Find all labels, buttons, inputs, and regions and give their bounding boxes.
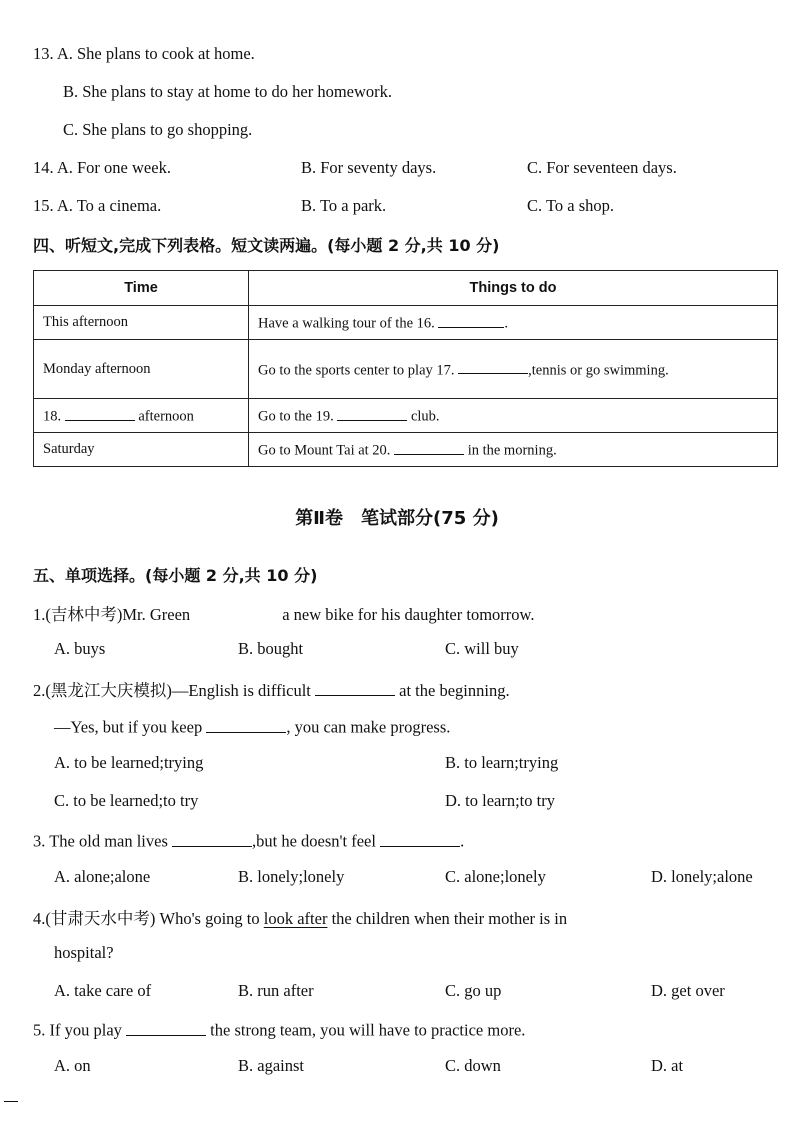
q4-option-b: B. run after — [238, 981, 314, 1000]
q2-option-a: A. to be learned;trying — [54, 753, 204, 772]
question-1-stem — [33, 601, 535, 625]
q13-option-c: C. She plans to go shopping. — [63, 120, 253, 139]
table-header-things: Things to do — [249, 271, 778, 306]
q5-option-d: D. at — [651, 1056, 684, 1075]
question-4-stem — [33, 905, 567, 929]
section5-heading: 五、单项选择。(每小题 2 分,共 10 分) — [33, 566, 318, 585]
q1-option-a: A. buys — [54, 639, 106, 658]
task-text: Go to the sports center to play 17. — [258, 362, 455, 379]
question-3-text-end: . — [460, 831, 465, 851]
q1-option-c: C. will buy — [445, 639, 519, 658]
q1-option-b: B. bought — [238, 639, 304, 658]
q2-option-b: B. to learn;trying — [445, 753, 559, 772]
task-text: Go to the 19. — [258, 408, 334, 425]
answer-blank-q3a[interactable] — [172, 829, 252, 847]
time-cell — [34, 306, 249, 340]
q2-option-d: D. to learn;to try — [445, 791, 555, 810]
table-header-row — [34, 271, 778, 306]
task-cell — [249, 340, 778, 399]
question-2-line2 — [54, 715, 450, 738]
question-1-text: 1.(吉林中考)Mr. Green — [33, 605, 191, 624]
time-text: Saturday — [43, 441, 95, 457]
answer-blank-17[interactable] — [458, 359, 528, 375]
time-cell — [34, 433, 249, 467]
section4-heading: 四、听短文,完成下列表格。短文读两遍。(每小题 2 分,共 10 分) — [33, 236, 500, 255]
question-3-text: 3. The old man lives — [33, 831, 168, 851]
time-cell — [34, 399, 249, 433]
question-3-stem — [33, 829, 464, 852]
task-text: Go to Mount Tai at 20. — [258, 442, 391, 459]
table-header-time: Time — [34, 271, 249, 306]
question-2-text: 2.(黑龙江大庆模拟)—English is difficult — [33, 681, 311, 700]
q5-option-a: A. on — [54, 1056, 91, 1075]
answer-blank-16[interactable] — [438, 312, 504, 328]
table-row — [34, 433, 778, 467]
page-footer-dash — [4, 1101, 18, 1102]
question-2-stem — [33, 677, 510, 701]
task-cell — [249, 399, 778, 433]
q5-option-c: C. down — [445, 1056, 501, 1075]
time-cell — [34, 340, 249, 399]
task-text-end: club. — [410, 408, 440, 425]
task-text-end: in the morning. — [467, 442, 557, 459]
schedule-table — [33, 270, 778, 467]
question-4-text-end: the children when their mother is in — [331, 909, 568, 928]
q5-option-b: B. against — [238, 1056, 304, 1075]
q15-option-c: C. To a shop. — [527, 196, 615, 215]
task-text: Have a walking tour of the 16. — [258, 315, 435, 332]
answer-blank-20[interactable] — [394, 439, 464, 455]
time-text: This afternoon — [43, 314, 128, 330]
question-5-text-end: the strong team, you will have to practice more. — [210, 1020, 526, 1040]
question-2-reply-end: , you can make progress. — [286, 717, 451, 737]
table-row — [34, 306, 778, 340]
q13-option-a: 13. A. She plans to cook at home. — [33, 44, 255, 63]
question-4-text: 4.(甘肃天水中考) Who's going to — [33, 909, 260, 928]
answer-blank-q2b[interactable] — [206, 715, 286, 733]
q4-option-a: A. take care of — [54, 981, 152, 1000]
answer-blank-q5[interactable] — [126, 1018, 206, 1036]
task-cell — [249, 433, 778, 467]
q15-option-a: 15. A. To a cinema. — [33, 196, 162, 215]
q3-option-b: B. lonely;lonely — [238, 867, 345, 886]
q13-option-b: B. She plans to stay at home to do her homework. — [63, 82, 393, 101]
q14-option-c: C. For seventeen days. — [527, 158, 677, 177]
task-text-end: . — [504, 315, 509, 332]
task-text-end: ,tennis or go swimming. — [528, 362, 669, 379]
question-4-underlined-phrase: look after — [263, 909, 328, 928]
question-3-text-mid: ,but he doesn't feel — [252, 831, 376, 851]
answer-blank-q3b[interactable] — [380, 829, 460, 847]
question-5-stem — [33, 1018, 525, 1041]
question-1-text-end: a new bike for his daughter tomorrow. — [282, 605, 535, 624]
q14-option-a: 14. A. For one week. — [33, 158, 171, 177]
q2-option-c: C. to be learned;to try — [54, 791, 199, 810]
task-cell — [249, 306, 778, 340]
q15-option-b: B. To a park. — [301, 196, 387, 215]
time-text-end: afternoon — [138, 408, 194, 425]
time-text: 18. — [43, 408, 62, 425]
q3-option-d: D. lonely;alone — [651, 867, 753, 886]
q3-option-c: C. alone;lonely — [445, 867, 546, 886]
question-2-reply: —Yes, but if you keep — [54, 717, 203, 737]
q14-option-b: B. For seventy days. — [301, 158, 437, 177]
table-row — [34, 340, 778, 399]
question-2-text-end: at the beginning. — [399, 681, 510, 700]
part2-title: 第Ⅱ卷 笔试部分(75 分) — [295, 508, 499, 529]
answer-blank-q2a[interactable] — [315, 679, 395, 697]
answer-blank-18[interactable] — [65, 405, 135, 421]
table-row — [34, 399, 778, 433]
question-4-line2: hospital? — [54, 943, 114, 962]
time-text: Monday afternoon — [43, 360, 151, 377]
q4-option-c: C. go up — [445, 981, 502, 1000]
q3-option-a: A. alone;alone — [54, 867, 151, 886]
answer-blank-19[interactable] — [337, 405, 407, 421]
question-5-text: 5. If you play — [33, 1020, 122, 1040]
q4-option-d: D. get over — [651, 981, 725, 1000]
